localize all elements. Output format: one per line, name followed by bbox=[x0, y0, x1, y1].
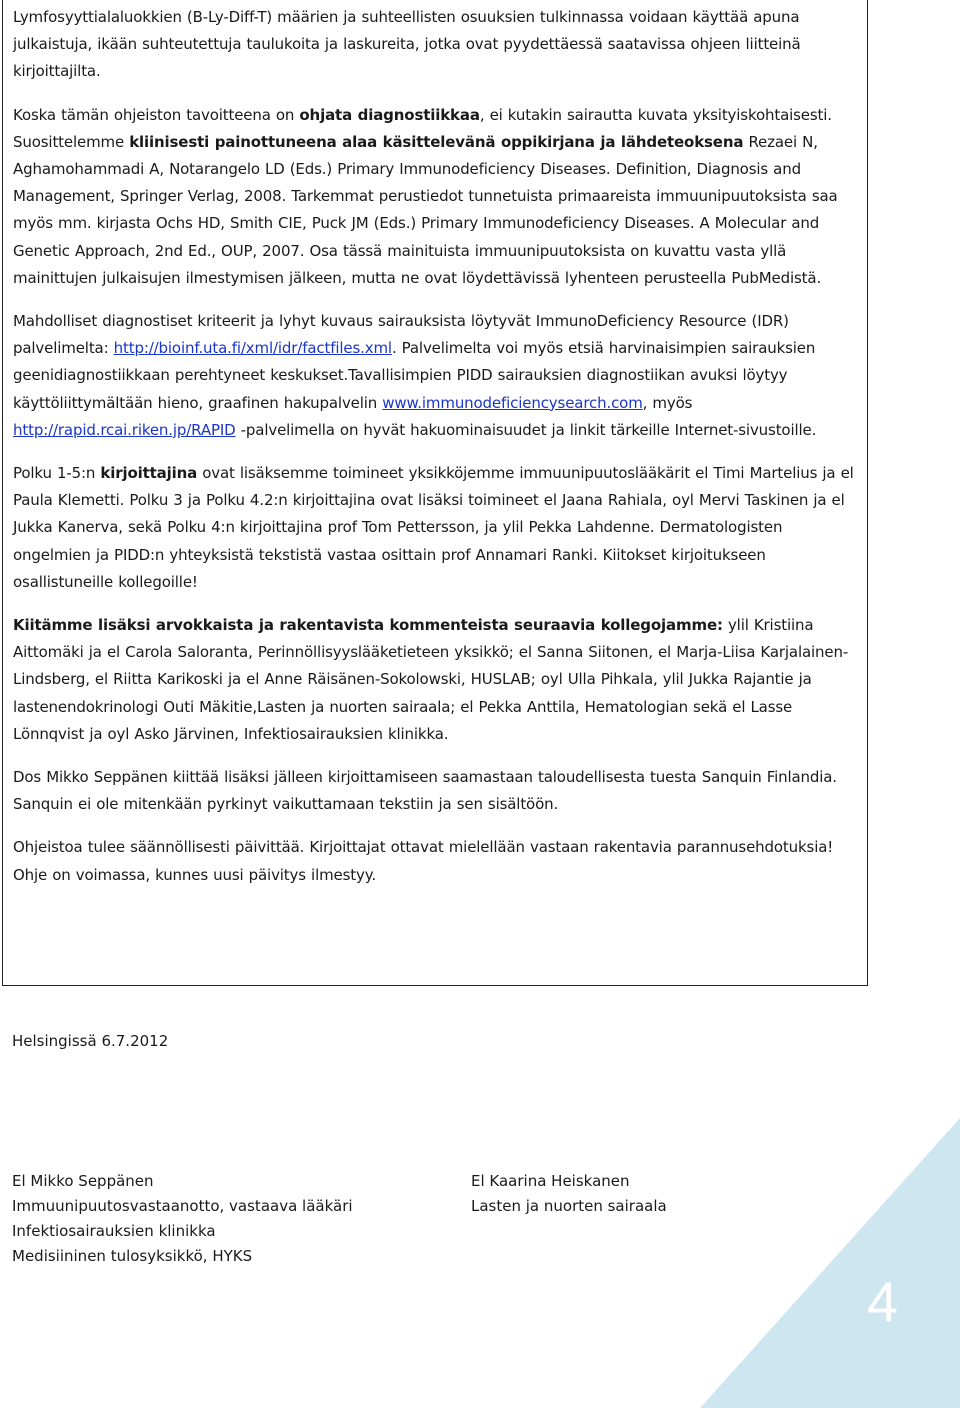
text-box bbox=[2, 0, 868, 986]
signature-block-1 bbox=[12, 1169, 353, 1269]
signature-line: Immuunipuutosvastaanotto, vastaava lääkäri bbox=[12, 1197, 353, 1215]
date-line: Helsingissä 6.7.2012 bbox=[12, 1032, 169, 1050]
idr-link[interactable]: http://bioinf.uta.fi/xml/idr/factfiles.xml bbox=[113, 339, 392, 358]
paragraph-3: Mahdolliset diagnostiset kriteerit ja lyhyt kuvaus sairauksista löytyvät ImmunoDeficiency Resource (IDR) palvelimelta: http://bioinf.uta.fi/xml/idr/factfiles.xml. Palvelimelta voi myös etsiä harvinaisimpien sairauksien geenidiagnostiikkaan perehtyneet keskukset.Tavallisimpien PIDD sairauksien diagnostiikan avuksi löytyy käyttöliittymältään hieno, graafinen hakupalvelin www.immunodeficiencysearch.com, myös http://rapid.rcai.riken.jp/RAPID -palvelimella on hyvät hakuominaisuudet ja linkit tärkeille Internet-sivustoille. bbox=[13, 312, 817, 439]
paragraph-4: Polku 1-5:n kirjoittajina ovat lisäksemme toimineet yksikköjemme immuunipuutoslääkärit el Timi Martelius ja el Paula Klemetti. Polku 3 ja Polku 4.2:n kirjoittajina ovat lisäksi toimineet el Jaana Rahiala, oyl Mervi Taskinen ja el Jukka Kanerva, sekä Polku 4:n kirjoittajina prof Tom Pettersson, ja ylil Pekka Lahdenne. Dermatologisten ongelmien ja PIDD:n yhteyksistä tekstistä vastaa osittain prof Annamari Ranki. Kiitokset kirjoitukseen osallistuneille kollegoille! bbox=[13, 464, 854, 591]
signature-line: El Mikko Seppänen bbox=[12, 1172, 154, 1190]
signature-line: Lasten ja nuorten sairaala bbox=[471, 1197, 667, 1215]
paragraph-5: Kiitämme lisäksi arvokkaista ja rakentavista kommenteista seuraavia kollegojamme: ylil Kristiina Aittomäki ja el Carola Saloranta, Perinnöllisyyslääketieteen yksikkö; el Sanna Siitonen, el Marja-Liisa Karjalainen-Lindsberg, el Riitta Karikoski ja el Anne Räisänen-Sokolowski, HUSLAB; oyl Ulla Pihkala, ylil Jukka Rajantie ja lastenendokrinologi Outi Mäkitie,Lasten ja nuorten sairaala; el Pekka Anttila, Hematologian sekä el Lasse Lönnqvist ja oyl Asko Järvinen, Infektiosairauksien klinikka. bbox=[13, 616, 849, 743]
signature-block-2 bbox=[471, 1169, 667, 1219]
signature-line: Medisiininen tulosyksikkö, HYKS bbox=[12, 1247, 253, 1265]
immunodeficiencysearch-link[interactable]: www.immunodeficiencysearch.com bbox=[382, 393, 643, 412]
signature-line: Infektiosairauksien klinikka bbox=[12, 1222, 216, 1240]
signature-line: El Kaarina Heiskanen bbox=[471, 1172, 630, 1190]
paragraph-7: Ohjeistoa tulee säännöllisesti päivittää. Kirjoittajat ottavat mielellään vastaan rakentavia parannusehdotuksia! Ohje on voimassa, kunnes uusi päivitys ilmestyy. bbox=[13, 838, 834, 884]
paragraph-1: Lymfosyyttialaluokkien (B-Ly-Diff-T) määrien ja suhteellisten osuuksien tulkinnassa voidaan käyttää apuna julkaistuja, ikään suhteutettuja taulukoita ja laskureita, jotka ovat pyydettäessä saatavissa ohjeen liitteinä kirjoittajilta. bbox=[13, 8, 801, 81]
rapid-link[interactable]: http://rapid.rcai.riken.jp/RAPID bbox=[13, 420, 236, 439]
corner-triangle bbox=[700, 1118, 960, 1408]
page-corner bbox=[700, 1118, 960, 1408]
paragraph-6: Dos Mikko Seppänen kiittää lisäksi jälleen kirjoittamiseen saamastaan taloudellisesta tuesta Sanquin Finlandia. Sanquin ei ole mitenkään pyrkinyt vaikuttamaan tekstiin ja sen sisältöön. bbox=[13, 768, 837, 814]
paragraph-2: Koska tämän ohjeiston tavoitteena on ohjata diagnostiikkaa, ei kutakin sairautta kuvata yksityiskohtaisesti. Suosittelemme kliinisesti painottuneena alaa käsittelevänä oppikirjana ja lähdeteoksena Rezaei N, Aghamohammadi A, Notarangelo LD (Eds.) Primary Immunodeficiency Diseases. Definition, Diagnosis and Management, Springer Verlag, 2008. Tarkemmat perustiedot tunnetuista primaareista immuunipuutoksista saa myös mm. kirjasta Ochs HD, Smith CIE, Puck JM (Eds.) Primary Immunodeficiency Diseases. A Molecular and Genetic Approach, 2nd Ed., OUP, 2007. Osa tässä mainituista immuunipuutoksista on kuvattu vasta yllä mainittujen julkaisujen ilmestymisen jälkeen, mutta ne ovat löydettävissä lyhenteen perusteella PubMedistä. bbox=[13, 105, 838, 287]
page-number: 4 bbox=[866, 1270, 898, 1333]
